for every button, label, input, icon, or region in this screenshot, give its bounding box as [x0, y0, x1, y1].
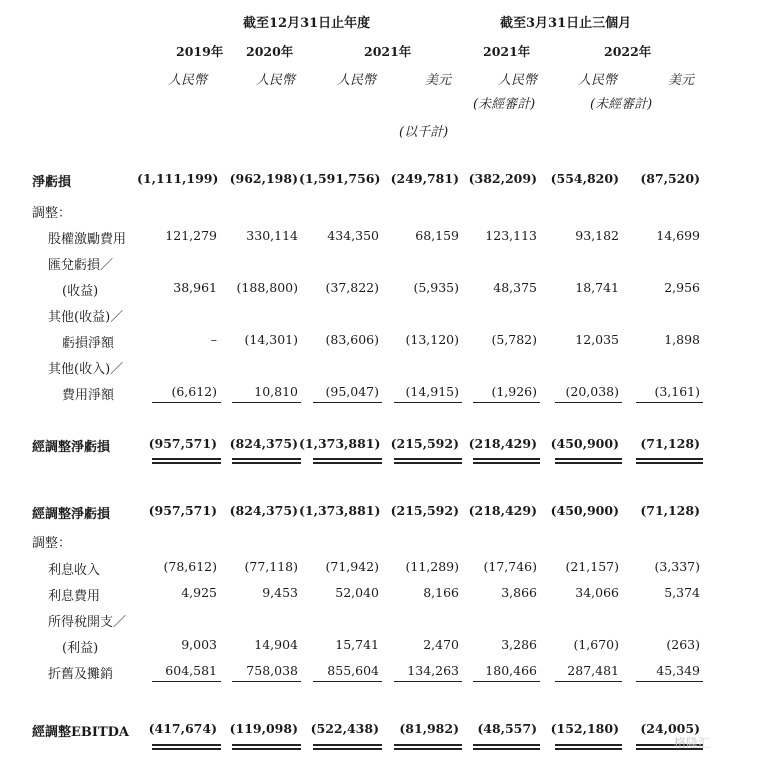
table-cell: (14,301) — [244, 332, 298, 347]
table-cell: (24,005) — [640, 721, 700, 736]
total-double-rule — [555, 458, 622, 460]
total-double-rule — [313, 458, 382, 460]
total-double-rule — [152, 744, 221, 746]
table-cell: (249,781) — [390, 171, 459, 186]
table-cell: 18,741 — [575, 280, 619, 295]
table-cell: (81,982) — [399, 721, 459, 736]
table-cell: 52,040 — [335, 585, 379, 600]
table-cell: 8,166 — [423, 585, 459, 600]
table-cell: (218,429) — [468, 436, 537, 451]
total-double-rule — [555, 462, 622, 464]
subtotal-rule — [313, 402, 382, 403]
row-label: 所得稅開支／ — [48, 615, 127, 630]
subtotal-rule — [152, 681, 221, 682]
subtotal-rule — [232, 402, 301, 403]
subtotal-rule — [152, 402, 221, 403]
row-label: 折舊及攤銷 — [48, 667, 114, 682]
table-cell: (152,180) — [550, 721, 619, 736]
unaudited-2021-q1: (未經審計) — [473, 97, 536, 112]
subtotal-rule — [313, 681, 382, 682]
table-cell: 134,263 — [407, 663, 459, 678]
table-cell: (37,822) — [325, 280, 379, 295]
table-cell: (450,900) — [550, 503, 619, 518]
table-cell: 121,279 — [165, 228, 217, 243]
subtotal-rule — [473, 681, 540, 682]
row-label: 調整： — [32, 536, 72, 551]
total-double-rule — [313, 748, 382, 750]
table-cell: (21,157) — [565, 559, 619, 574]
table-cell: 1,898 — [664, 332, 700, 347]
row-label: 經調整淨虧損 — [32, 440, 111, 455]
table-cell: (957,571) — [148, 503, 217, 518]
table-cell: 14,904 — [254, 637, 298, 652]
table-cell: (1,373,881) — [299, 436, 381, 451]
subtotal-rule — [555, 681, 622, 682]
table-cell: 15,741 — [335, 637, 379, 652]
table-cell: 2,956 — [664, 280, 700, 295]
table-cell: 14,699 — [656, 228, 700, 243]
subtotal-rule — [394, 681, 462, 682]
table-cell: (1,670) — [573, 637, 619, 652]
total-double-rule — [473, 462, 540, 464]
row-label: 匯兌虧損／ — [48, 258, 114, 273]
total-double-rule — [152, 458, 221, 460]
table-cell: (1,373,881) — [299, 503, 381, 518]
table-cell: – — [210, 332, 217, 347]
total-double-rule — [555, 748, 622, 750]
total-double-rule — [232, 744, 301, 746]
row-label: 利息費用 — [48, 589, 101, 604]
table-cell: 12,035 — [575, 332, 619, 347]
table-cell: (71,128) — [640, 436, 700, 451]
table-cell: 434,350 — [327, 228, 379, 243]
row-label: 調整： — [32, 206, 72, 221]
subtotal-rule — [555, 402, 622, 403]
table-cell: 68,159 — [415, 228, 459, 243]
table-cell: (957,571) — [148, 436, 217, 451]
header-group-mar: 截至3月31日止三個月 — [500, 16, 632, 31]
table-cell: (962,198) — [229, 171, 298, 186]
total-double-rule — [232, 462, 301, 464]
table-cell: (1,111,199) — [137, 171, 219, 186]
table-cell: (218,429) — [468, 503, 537, 518]
table-cell: (417,674) — [148, 721, 217, 736]
table-cell: 2,470 — [423, 637, 459, 652]
table-cell: (3,161) — [654, 384, 700, 399]
total-double-rule — [473, 748, 540, 750]
row-label: 其他(收入)／ — [48, 362, 124, 377]
watermark: 格隆汇 — [673, 736, 710, 750]
row-label: (利益) — [62, 641, 99, 656]
table-cell: 45,349 — [656, 663, 700, 678]
table-cell: 3,866 — [501, 585, 537, 600]
currency-usd-2022-q1: 美元 — [668, 73, 695, 88]
table-cell: (554,820) — [550, 171, 619, 186]
table-cell: 604,581 — [165, 663, 217, 678]
total-double-rule — [313, 744, 382, 746]
table-cell: (95,047) — [325, 384, 379, 399]
subtotal-rule — [232, 681, 301, 682]
table-cell: (83,606) — [325, 332, 379, 347]
table-cell: (20,038) — [565, 384, 619, 399]
table-cell: 855,604 — [327, 663, 379, 678]
table-cell: (263) — [666, 637, 700, 652]
total-double-rule — [394, 458, 462, 460]
total-double-rule — [152, 462, 221, 464]
table-cell: (78,612) — [163, 559, 217, 574]
table-cell: 180,466 — [485, 663, 537, 678]
table-cell: 34,066 — [575, 585, 619, 600]
table-cell: (17,746) — [483, 559, 537, 574]
row-label: 虧損淨額 — [62, 336, 115, 351]
table-cell: (5,782) — [491, 332, 537, 347]
table-cell: (824,375) — [229, 503, 298, 518]
subtotal-rule — [394, 402, 462, 403]
total-double-rule — [313, 462, 382, 464]
table-cell: (382,209) — [468, 171, 537, 186]
table-cell: (119,098) — [229, 721, 298, 736]
total-double-rule — [473, 744, 540, 746]
currency-usd-2021: 美元 — [425, 73, 452, 88]
table-cell: 330,114 — [246, 228, 298, 243]
currency-rmb-2021-q1: 人民幣 — [498, 73, 538, 88]
unit-note: (以千計) — [399, 125, 449, 140]
table-cell: (1,591,756) — [299, 171, 381, 186]
table-cell: (1,926) — [491, 384, 537, 399]
total-double-rule — [394, 748, 462, 750]
year-2021: 2021年 — [364, 44, 412, 59]
currency-rmb-2020: 人民幣 — [256, 73, 296, 88]
row-label: 淨虧損 — [32, 175, 72, 190]
total-double-rule — [394, 462, 462, 464]
row-label: 經調整EBITDA — [32, 725, 130, 740]
subtotal-rule — [473, 402, 540, 403]
table-cell: 5,374 — [664, 585, 700, 600]
table-cell: 4,925 — [181, 585, 217, 600]
total-double-rule — [636, 458, 703, 460]
table-cell: 93,182 — [575, 228, 619, 243]
total-double-rule — [394, 744, 462, 746]
year-2021-q1: 2021年 — [483, 44, 531, 59]
total-double-rule — [473, 458, 540, 460]
row-label: (收益) — [62, 284, 99, 299]
currency-rmb-2019: 人民幣 — [168, 73, 208, 88]
header-group-dec: 截至12月31日止年度 — [243, 16, 371, 31]
table-cell: (824,375) — [229, 436, 298, 451]
table-cell: 10,810 — [254, 384, 298, 399]
table-cell: 123,113 — [485, 228, 537, 243]
table-cell: 48,375 — [493, 280, 537, 295]
total-double-rule — [152, 748, 221, 750]
row-label: 費用淨額 — [62, 388, 115, 403]
total-double-rule — [555, 744, 622, 746]
table-cell: (188,800) — [236, 280, 298, 295]
table-cell: (13,120) — [405, 332, 459, 347]
year-2022-q1: 2022年 — [604, 44, 652, 59]
table-cell: (14,915) — [405, 384, 459, 399]
subtotal-rule — [636, 681, 703, 682]
year-2020: 2020年 — [246, 44, 294, 59]
total-double-rule — [232, 458, 301, 460]
table-cell: 758,038 — [246, 663, 298, 678]
table-cell: 3,286 — [501, 637, 537, 652]
currency-rmb-2022-q1: 人民幣 — [578, 73, 618, 88]
table-cell: (77,118) — [244, 559, 298, 574]
table-cell: (71,128) — [640, 503, 700, 518]
table-cell: (215,592) — [390, 436, 459, 451]
row-label: 股權激勵費用 — [48, 232, 127, 247]
table-cell: 9,453 — [262, 585, 298, 600]
table-cell: (48,557) — [477, 721, 537, 736]
table-cell: 287,481 — [567, 663, 619, 678]
unaudited-2022-q1: (未經審計) — [590, 97, 653, 112]
table-cell: (215,592) — [390, 503, 459, 518]
table-cell: 9,003 — [181, 637, 217, 652]
table-cell: (5,935) — [413, 280, 459, 295]
table-cell: (87,520) — [640, 171, 700, 186]
table-cell: (450,900) — [550, 436, 619, 451]
table-cell: (6,612) — [171, 384, 217, 399]
year-2019: 2019年 — [176, 44, 224, 59]
row-label: 其他(收益)／ — [48, 310, 124, 325]
table-cell: (71,942) — [325, 559, 379, 574]
total-double-rule — [636, 462, 703, 464]
table-cell: 38,961 — [173, 280, 217, 295]
currency-rmb-2021: 人民幣 — [337, 73, 377, 88]
subtotal-rule — [636, 402, 703, 403]
row-label: 經調整淨虧損 — [32, 507, 111, 522]
row-label: 利息收入 — [48, 563, 101, 578]
table-cell: (3,337) — [654, 559, 700, 574]
table-cell: (522,438) — [310, 721, 379, 736]
table-cell: (11,289) — [405, 559, 459, 574]
total-double-rule — [232, 748, 301, 750]
